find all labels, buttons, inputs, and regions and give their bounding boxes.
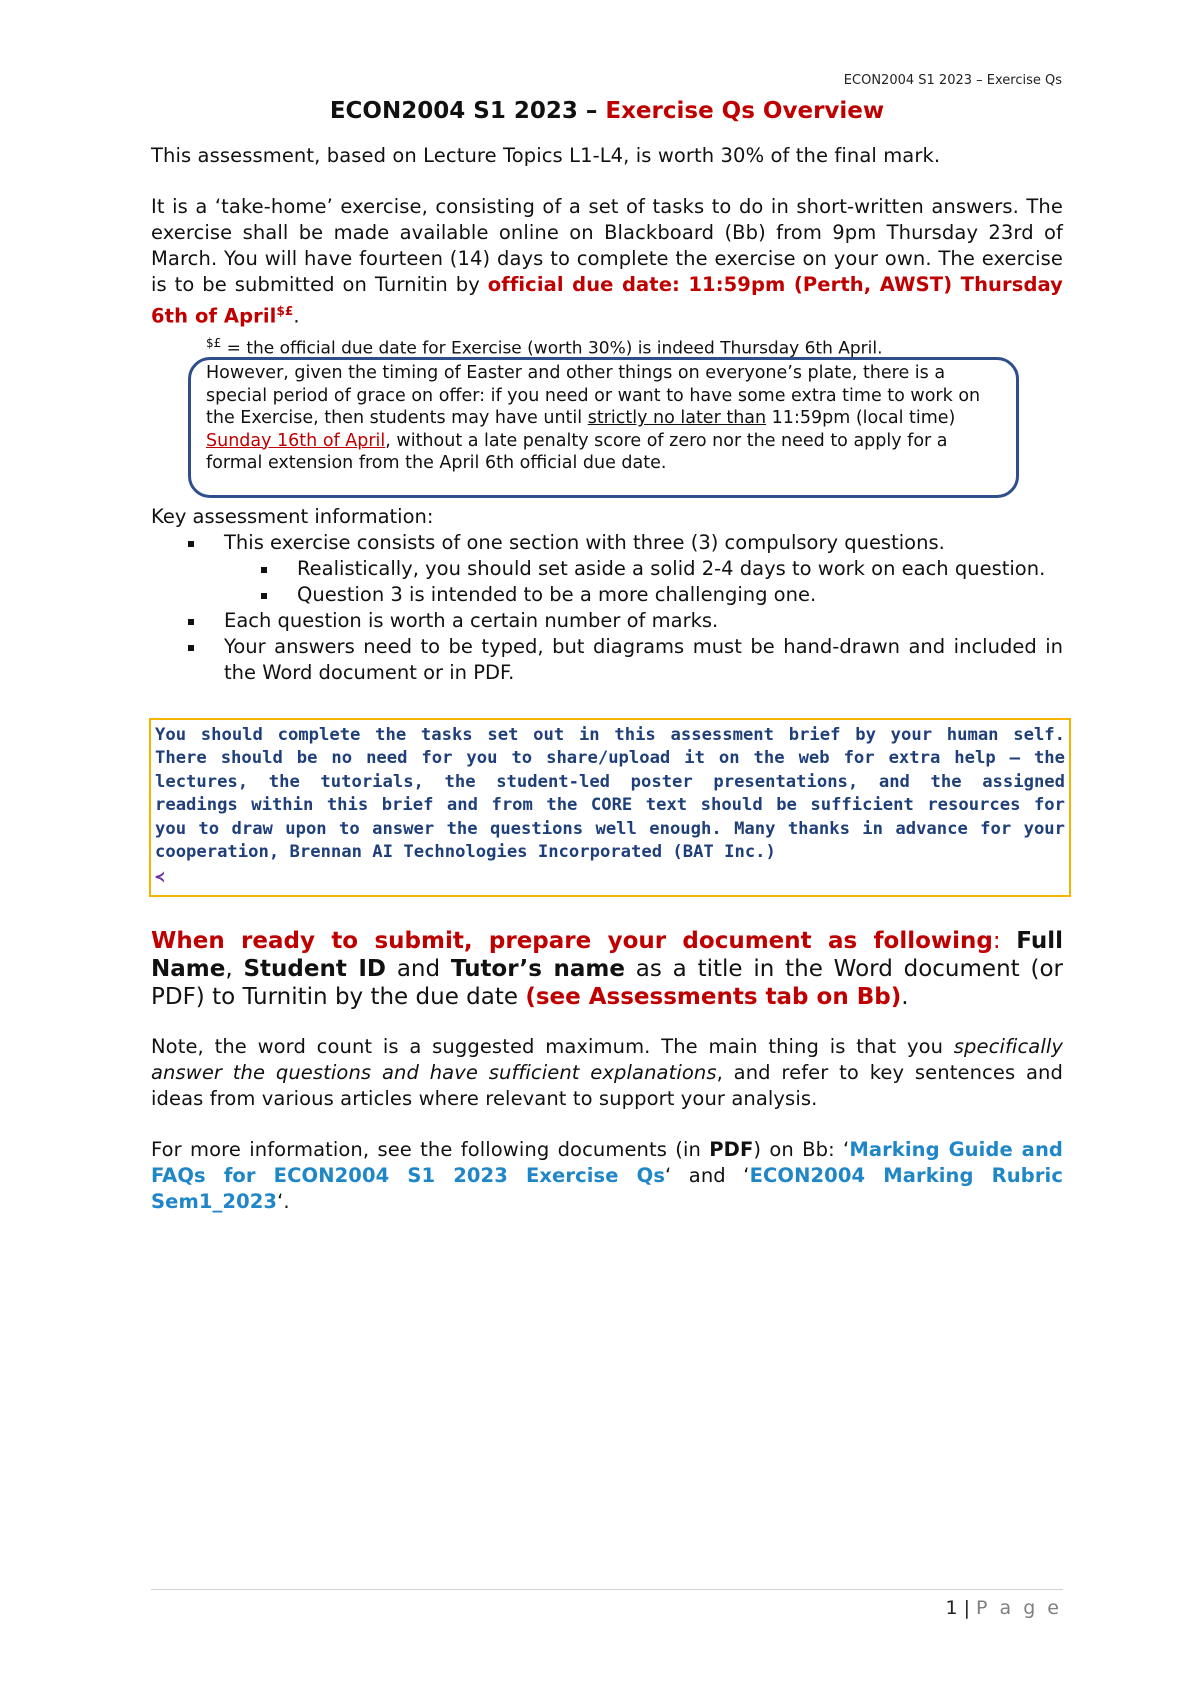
more-text-7: ‘. — [277, 1190, 290, 1214]
details-text: It is a ‘take-home’ exercise, consisting of a set of tasks to do in short-written answers. The exercise shall be made available online on Blackboard (Bb) from 9pm Thursday 23rd of March. You will have fourteen (14) days to complete the exercise on your own. The exercise is to be submitted on Turnitin by — [151, 195, 1063, 296]
submit-tutor-name: Tutor’s name — [450, 956, 625, 983]
grace-deadline: Sunday 16th of April — [206, 430, 386, 451]
note-text-1: Note, the word count is a suggested maximum. The main thing is that you — [151, 1035, 954, 1059]
ai-notice-text: You should complete the tasks set out in this assessment brief by your human self. There should be no need for you to share/upload it on the web for extra help – the lectures, the tutorials, the student-led poster presentations, and the assigned readings within this brief and from the CORE text should be sufficient resources for you to draw upon to answer the questions well enough. Many thanks in advance for your cooperation, Brennan AI Technologies Incorporated (BAT Inc.) — [155, 724, 1065, 863]
more-text-1: For more information, see the following documents (in — [151, 1138, 710, 1162]
more-pdf: PDF — [709, 1138, 754, 1162]
note-text-3: , and refer to key sentences and ideas from various articles where relevant to support your analysis. — [151, 1061, 1063, 1111]
page-content — [151, 98, 1063, 1240]
marking-guide-doc: Marking Guide and FAQs for ECON2004 S1 2023 Exercise Qs — [151, 1138, 1063, 1188]
footer-separator: | — [957, 1597, 977, 1619]
submit-and: and — [386, 956, 451, 983]
official-due-date: official due date: 11:59pm (Perth, AWST) Thursday 6th of April — [151, 273, 1063, 328]
submit-end: . — [901, 984, 909, 1011]
list-item-text: This exercise consists of one section with three (3) compulsory questions. — [224, 530, 945, 554]
grace-period-box — [188, 357, 1019, 498]
list-item — [151, 634, 1063, 686]
grace-strict: strictly no later than — [587, 408, 767, 429]
comment-marker-icon: ≺ — [155, 866, 165, 886]
submit-assessments-tab: (see Assessments tab on Bb) — [525, 984, 902, 1011]
submit-text: as a title in the Word document (or PDF) to Turnitin by the due date — [151, 956, 1063, 1011]
more-text-3: ) on Bb: ‘ — [753, 1138, 850, 1162]
list-item — [151, 530, 1063, 608]
submission-instructions — [151, 927, 1063, 1011]
list-item-text: Your answers need to be typed, but diagrams must be hand-drawn and included in the Word document or in PDF. — [224, 634, 1063, 684]
list-item-text: Question 3 is intended to be a more challenging one. — [297, 582, 817, 606]
submit-full-name: Full Name — [151, 928, 1063, 983]
key-info-list — [151, 530, 1063, 686]
submit-lead: When ready to submit, prepare your document as following — [151, 928, 993, 955]
page-number: 1 — [945, 1597, 958, 1619]
footnote-marker: $£ — [206, 335, 222, 350]
more-info-paragraph — [151, 1137, 1063, 1215]
submit-comma: , — [225, 956, 244, 983]
grace-text-5: , without a late penalty score of zero nor the need to apply for a formal extension from the April 6th official due date. — [206, 430, 948, 474]
bullet-icon — [261, 593, 267, 599]
due-date-marker: $£ — [276, 304, 294, 318]
note-emphasis: specifically answer the questions and have sufficient explanations — [151, 1035, 1063, 1085]
footnote-text: = the official due date for Exercise (worth 30%) is indeed Thursday 6th April. — [221, 338, 883, 359]
page-title — [151, 98, 1063, 124]
details-paragraph — [151, 194, 1063, 330]
running-header: ECON2004 S1 2023 – Exercise Qs — [843, 73, 1062, 88]
footer-divider — [151, 1589, 1063, 1590]
word-count-note — [151, 1034, 1063, 1112]
list-item — [151, 608, 1063, 634]
bullet-icon — [261, 567, 267, 573]
page-footer — [945, 1597, 1062, 1619]
key-info-sublist — [224, 556, 1063, 608]
key-info-heading: Key assessment information: — [151, 504, 434, 528]
list-item — [224, 582, 1063, 608]
grace-text-1: However, given the timing of Easter and other things on everyone’s plate, there is a special period of grace on offer: if you need or want to have some extra time to work on the Exercise, then students may have until — [206, 363, 981, 429]
due-date-footnote — [206, 332, 1063, 360]
grace-text-3: 11:59pm (local time) — [766, 408, 956, 429]
list-item-text: Realistically, you should set aside a solid 2-4 days to work on each question. — [297, 556, 1046, 580]
bullet-icon — [188, 645, 194, 651]
page-label: P a g e — [976, 1597, 1062, 1619]
more-text-5: ‘ and ‘ — [665, 1164, 750, 1188]
list-item-text: Each question is worth a certain number of marks. — [224, 608, 719, 632]
ai-notice-box — [149, 718, 1071, 898]
bullet-icon — [188, 619, 194, 625]
details-end: . — [293, 304, 300, 328]
submit-student-id: Student ID — [243, 956, 386, 983]
marking-rubric-doc: ECON2004 Marking Rubric Sem1_2023 — [151, 1164, 1063, 1214]
submit-colon: : — [992, 928, 1017, 955]
intro-paragraph: This assessment, based on Lecture Topics L1-L4, is worth 30% of the final mark. — [151, 144, 941, 167]
list-item — [224, 556, 1063, 582]
bullet-icon — [188, 541, 194, 547]
title-subject: Exercise Qs Overview — [605, 98, 885, 124]
title-course: ECON2004 S1 2023 – — [329, 98, 606, 124]
